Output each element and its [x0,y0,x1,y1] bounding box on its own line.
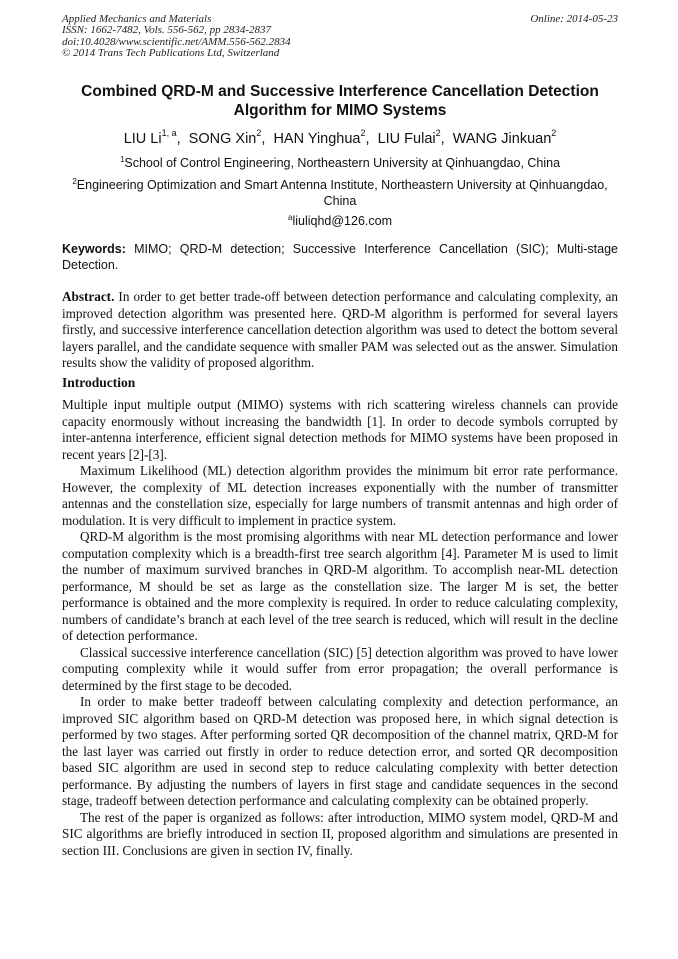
section-heading-introduction: Introduction [62,375,136,390]
author-name: WANG Jinkuan [452,131,552,147]
keywords-text: MIMO; QRD-M detection; Successive Interference Cancellation (SIC); Multi-stage Detection. [62,242,618,272]
affiliation-2 [62,178,618,209]
paragraph: Classical successive interference cancellation (SIC) [5] detection algorithm was proved to have lower computing complexity while it would suffer from error propagation; the overall performance is determined by the first stage to be decoded. [62,644,618,693]
affiliation-text: Engineering Optimization and Smart Antenna Institute, Northeastern University at Qinhuangdao, China [76,178,608,208]
online-date: Online: 2014-05-23 [530,13,618,25]
abstract-label: Abstract. [62,289,115,304]
author-email [62,214,618,230]
keywords [62,242,618,273]
paragraph: Multiple input multiple output (MIMO) systems with rich scattering wireless channels can provide capacity enormously without increasing the bandwidth [1]. In order to decode symbols corrupted by inter-antenna interference, efficient signal detection methods for MIMO systems have been proposed in recent years [2]-[3]. [62,397,618,462]
affiliation-sup: 1 [119,155,125,164]
introduction-body [62,397,618,859]
email-sup: a [287,213,293,222]
author-name: LIU Fulai [377,131,436,147]
paragraph: QRD-M algorithm is the most promising algorithms with near ML detection performance and lower computation complexity which is a breadth-first tree search algorithm [4]. Parameter M is used to limit the number of maximum survived branches in QRD-M algorithm. To accomplish near-ML detection performance, M should be set as large as the constellation size. The larger M is set, the better performance is obtained and the more complexity is required. In order to reduce calculating complexity, numbers of candidate’s branch at each level of the tree search is reduced, which will result in the decline of detection performance. [62,529,618,643]
author-list: LIU Li$^{1, a}$, SONG Xin$^2$, HAN Yinghua$^2$, LIU Fulai$^2$, WANG Jinkuan$^2$ [123,128,557,147]
doi-line: doi:10.4028/www.scientific.net/AMM.556-562.2834 [62,35,291,48]
paragraph: The rest of the paper is organized as follows: after introduction, MIMO system model, QRD-M and SIC algorithms are briefly introduced in section II, proposed algorithm and simulations are presented in section III. Conclusions are given in section IV, finally. [62,809,618,858]
author-sup: 2 [256,128,262,138]
abstract [62,289,618,372]
paragraph: Maximum Likelihood (ML) detection algorithm provides the minimum bit error rate performance. However, the complexity of ML detection increases exponentially with the number of transmitter antennas and the constellation size, especially for large numbers of transmit antennas and high order of modulation. It is very difficult to implement in practice system. [62,463,618,528]
author-sup: 1, a [161,128,177,138]
author-name: SONG Xin [188,131,257,147]
journal-header [62,14,618,59]
affiliation-1 [62,156,618,172]
affiliation-text: School of Control Engineering, Northeastern University at Qinhuangdao, China [124,156,561,170]
keywords-label: Keywords: [62,242,126,256]
author-name: HAN Yinghua [273,131,361,147]
author-name: LIU Li [123,131,162,147]
copyright-line: © 2014 Trans Tech Publications Ltd, Switzerland [62,46,280,59]
author-sup: 2 [435,128,441,138]
email-text: liuliqhd@126.com [292,214,392,228]
author-sup: 2 [551,128,557,138]
issn-line: ISSN: 1662-7482, Vols. 556-562, pp 2834-2837 [62,24,271,37]
journal-name: Applied Mechanics and Materials [62,13,212,25]
author-sup: 2 [360,128,366,138]
abstract-text: In order to get better trade-off between detection performance and calculating complexity, an improved detection algorithm was presented here. QRD-M algorithm is performed for several layers firstly, and successive interference cancellation detection algorithm was used to detect the bottom several layers parallel, and the candidate sequence with smaller PAM was selected out as the answer. Simulation results show the validity of proposed algorithm. [62,289,618,370]
affiliation-sup: 2 [72,177,77,186]
paper-title: Combined QRD-M and Successive Interference Cancellation Detection Algorithm for MIMO Systems [81,83,599,119]
paragraph: In order to make better tradeoff between calculating complexity and detection performance, an improved SIC algorithm based on QRD-M detection was proposed here, in which signal detection is performed by two stages. After performing sorted QR decomposition of the channel matrix, QRD-M for the last layer was carried out firstly in order to reduce detection error, and sorted QR decomposition based SIC algorithm are used in second step to reduce calculating complexity with better detection performance. By adjusting the numbers of layers in first stage and candidate sequences in the second stage, tradeoff between detection performance and calculating complexity can be obtained properly. [62,694,618,808]
